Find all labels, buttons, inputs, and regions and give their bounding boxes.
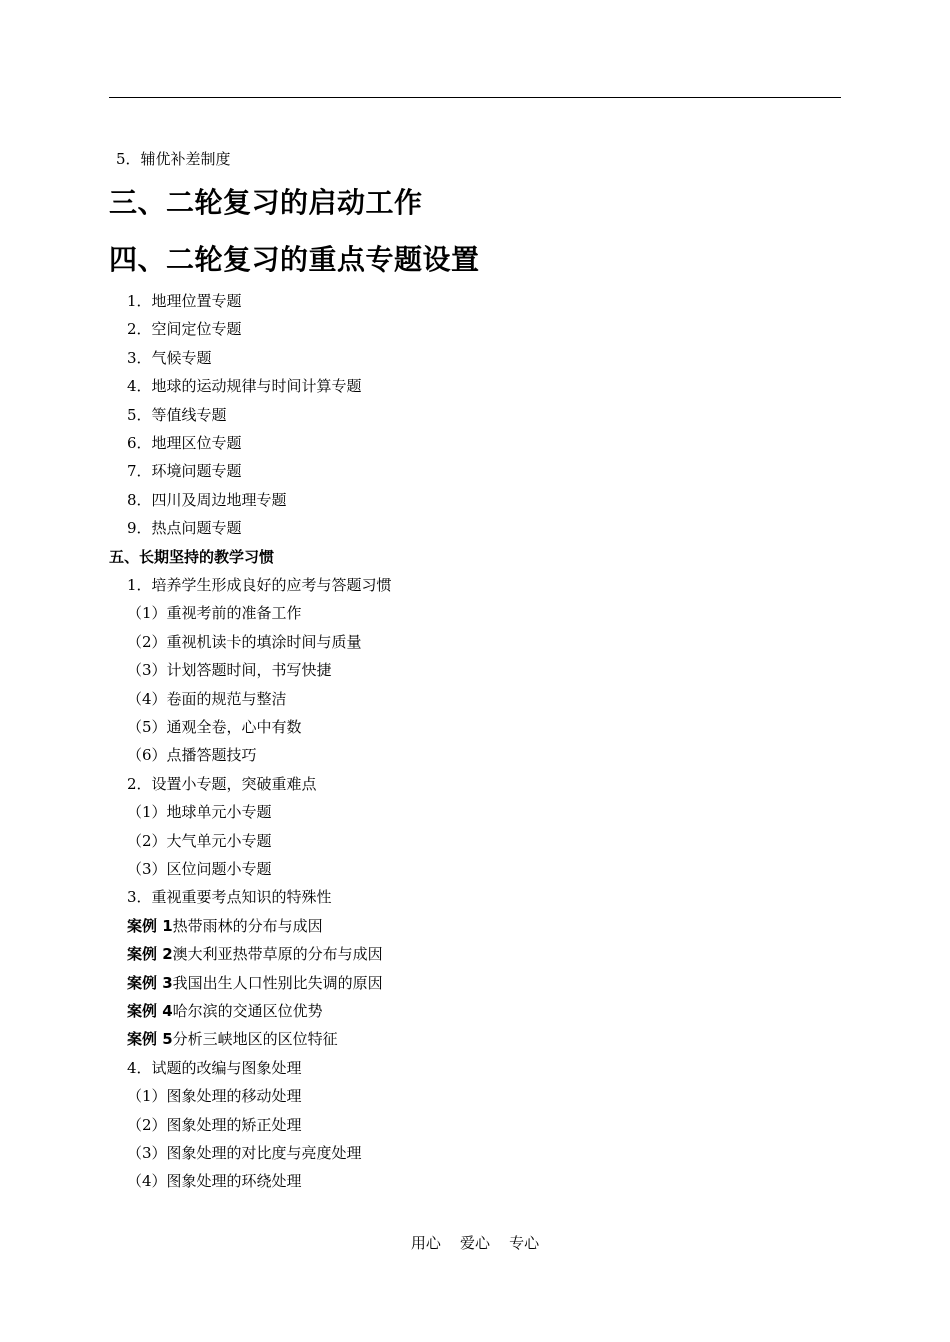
case-text: 澳大利亚热带草原的分布与成因 — [172, 945, 383, 963]
subsection-title: 3．重视重要考点知识的特殊性 — [127, 888, 332, 906]
subsection-title: 1．培养学生形成良好的应考与答题习惯 — [127, 576, 392, 594]
case-text: 分析三峡地区的区位特征 — [172, 1030, 338, 1048]
section-heading-5: 五、长期坚持的教学习惯 — [109, 548, 275, 566]
case-label: 案例 1 — [127, 917, 173, 935]
list-item: （6）点播答题技巧 — [127, 746, 257, 764]
list-item: （1）地球单元小专题 — [127, 803, 272, 821]
header-rule — [109, 97, 841, 98]
list-item: （2）重视机读卡的填涂时间与质量 — [127, 633, 362, 651]
list-item: （3）图象处理的对比度与亮度处理 — [127, 1144, 362, 1162]
case-item — [127, 916, 323, 936]
list-item: 8．四川及周边地理专题 — [127, 491, 287, 509]
subsection-title: 2．设置小专题，突破重难点 — [127, 775, 317, 793]
list-item: （4）图象处理的环绕处理 — [127, 1172, 302, 1190]
case-item — [127, 1001, 323, 1021]
list-item: （2）图象处理的矫正处理 — [127, 1116, 302, 1134]
case-label: 案例 3 — [127, 974, 173, 992]
case-label: 案例 4 — [127, 1002, 173, 1020]
list-item: （1）重视考前的准备工作 — [127, 604, 302, 622]
case-label: 案例 2 — [127, 945, 173, 963]
list-item: （5）通观全卷，心中有数 — [127, 718, 302, 736]
case-item — [127, 944, 383, 964]
list-item: 4．地球的运动规律与时间计算专题 — [127, 377, 362, 395]
list-item: 1．地理位置专题 — [127, 292, 242, 310]
case-text: 热带雨林的分布与成因 — [172, 917, 323, 935]
list-item: 7．环境问题专题 — [127, 462, 242, 480]
list-item: 6．地理区位专题 — [127, 434, 242, 452]
list-item: 9．热点问题专题 — [127, 519, 242, 537]
list-item: （4）卷面的规范与整洁 — [127, 690, 287, 708]
list-item: （3）区位问题小专题 — [127, 860, 272, 878]
section-heading-3: 三、二轮复习的启动工作 — [109, 186, 423, 219]
case-text: 哈尔滨的交通区位优势 — [172, 1002, 323, 1020]
list-item: （1）图象处理的移动处理 — [127, 1087, 302, 1105]
list-item: 5．等值线专题 — [127, 406, 227, 424]
subsection-title: 4．试题的改编与图象处理 — [127, 1059, 302, 1077]
page-footer: 用心 爱心 专心 — [410, 1234, 540, 1252]
case-item — [127, 1029, 338, 1049]
case-text: 我国出生人口性别比失调的原因 — [172, 974, 383, 992]
list-item: （3）计划答题时间，书写快捷 — [127, 661, 332, 679]
case-item — [127, 973, 383, 993]
case-label: 案例 5 — [127, 1030, 173, 1048]
list-item: （2）大气单元小专题 — [127, 832, 272, 850]
list-item-remedial-system: 5．辅优补差制度 — [116, 150, 231, 168]
section-heading-4: 四、二轮复习的重点专题设置 — [109, 243, 480, 276]
list-item: 2．空间定位专题 — [127, 320, 242, 338]
list-item: 3．气候专题 — [127, 349, 212, 367]
